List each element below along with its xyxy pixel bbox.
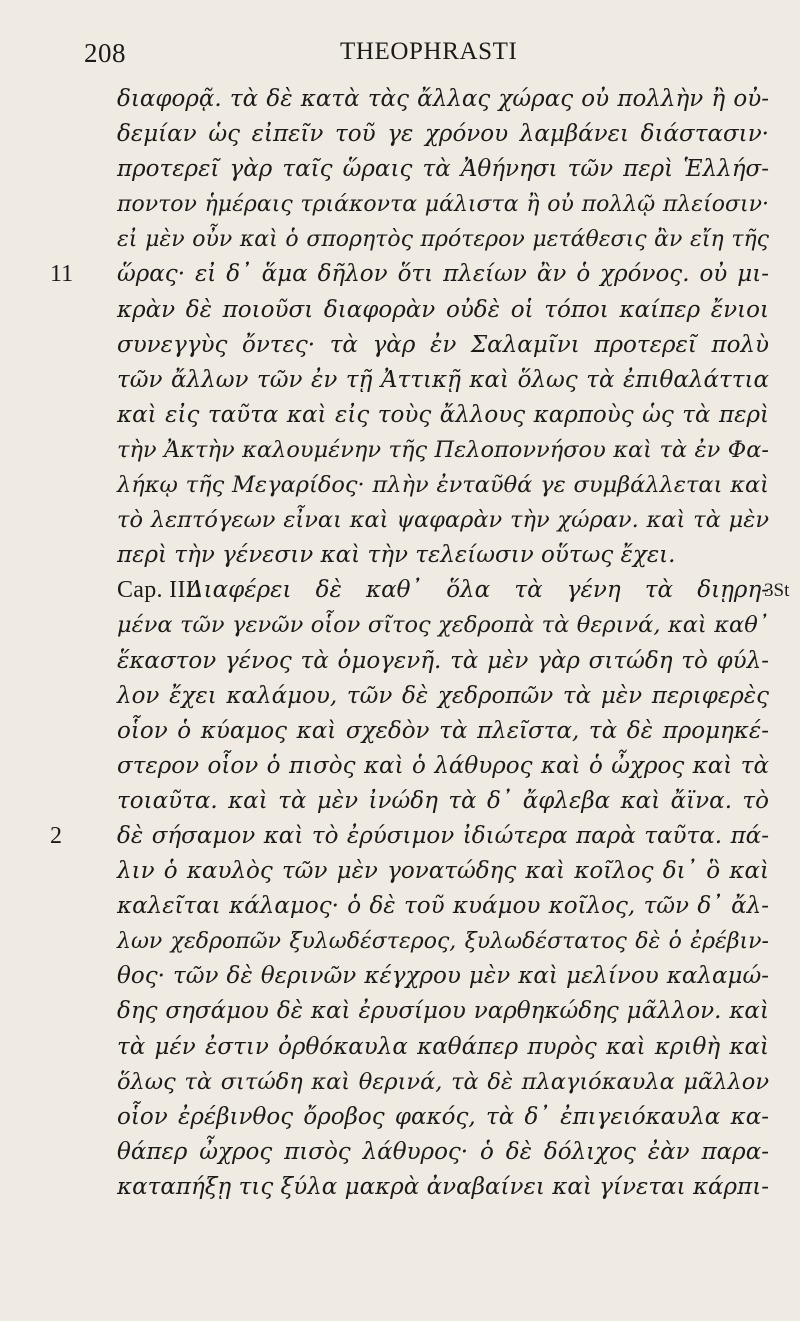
text-line: [0, 714, 800, 749]
line-text: λιν ὁ καυλὸς τῶν μὲν γονατώδης καὶ κοῖλος δι᾽ ὃ καὶ: [117, 858, 769, 885]
text-line: [0, 819, 800, 854]
line-text: προτερεῖ γὰρ ταῖς ὥραις τὰ Ἀθήνησι τῶν περὶ Ἑλλήσ-: [117, 156, 769, 183]
text-line: [0, 749, 800, 784]
chapter-heading: Cap. III.: [117, 577, 201, 604]
line-text: δεμίαν ὡς εἰπεῖν τοῦ γε χρόνου λαμβάνει διάστασιν·: [117, 121, 769, 148]
line-text: τοιαῦτα. καὶ τὰ μὲν ἰνώδη τὰ δ᾽ ἄφλεβα καὶ ἄϊνα. τὸ: [117, 787, 769, 814]
line-text: τὸ λεπτόγεων εἶναι καὶ ψαφαρὰν τὴν χώραν. καὶ τὰ μὲν: [117, 507, 769, 534]
text-line: [0, 959, 800, 994]
line-text: στερον οἷον ὁ πισὸς καὶ ὁ λάθυρος καὶ ὁ ὦχρος καὶ τὰ: [117, 752, 769, 779]
line-text: ποντον ἡμέραις τριάκοντα μάλιστα ἢ οὐ πολλῷ πλείοσιν·: [117, 192, 769, 218]
text-line: [0, 1135, 800, 1170]
text-line: [0, 187, 800, 222]
line-text: δὲ σήσαμον καὶ τὸ ἐρύσιμον ἰδιώτερα παρὰ ταῦτα. πά-: [117, 822, 769, 849]
text-line: [0, 398, 800, 433]
text-line: [0, 152, 800, 187]
text-line: [0, 433, 800, 468]
text-line: [0, 328, 800, 363]
line-text: μένα τῶν γενῶν οἷον σῖτος χεδροπὰ τὰ θερινά, καὶ καθ᾽: [117, 612, 769, 639]
line-text: κρὰν δὲ ποιοῦσι διαφορὰν οὐδὲ οἱ τόποι καίπερ ἔνιοι: [117, 296, 769, 323]
stephanus-reference: 3St: [764, 580, 790, 602]
text-line: [0, 1030, 800, 1065]
line-text: ἕκαστον γένος τὰ ὁμογενῆ. τὰ μὲν γὰρ σιτώδη τὸ φύλ-: [117, 647, 769, 674]
greek-text-block: [0, 82, 800, 1205]
text-line: [0, 994, 800, 1029]
text-line: [0, 82, 800, 117]
line-text: λων χεδροπῶν ξυλωδέστερος, ξυλωδέστατος δὲ ὁ ἐρέβιν-: [117, 929, 769, 955]
line-text: λον ἔχει καλάμου, τῶν δὲ χεδροπῶν τὰ μὲν περιφερὲς: [117, 682, 769, 709]
text-line: [0, 293, 800, 328]
line-text: καὶ εἰς ταῦτα καὶ εἰς τοὺς ἄλλους καρποὺς ὡς τὰ περὶ: [117, 401, 769, 428]
text-line: [0, 1100, 800, 1135]
text-line: [0, 257, 800, 292]
line-text: εἰ μὲν οὖν καὶ ὁ σπορητὸς πρότερον μετάθεσις ἂν εἴη τῆς: [117, 227, 769, 253]
text-line: [0, 222, 800, 257]
page-number: 208: [84, 38, 126, 68]
text-line: [0, 1065, 800, 1100]
text-line: [0, 573, 800, 608]
text-line: [0, 854, 800, 889]
line-text: Διαφέρει δὲ καθ᾽ ὅλα τὰ γένη τὰ διῃρη-: [187, 577, 769, 604]
line-text: θος· τῶν δὲ θερινῶν κέγχρου μὲν καὶ μελίνου καλαμώ-: [117, 963, 769, 990]
text-line: [0, 608, 800, 643]
text-line: [0, 468, 800, 503]
text-line: [0, 117, 800, 152]
section-number: 2: [50, 822, 62, 849]
text-line: [0, 644, 800, 679]
line-text: οἷον ὁ κύαμος καὶ σχεδὸν τὰ πλεῖστα, τὰ δὲ προμηκέ-: [117, 717, 769, 744]
line-text: λήκῳ τῆς Μεγαρίδος· πλὴν ἐνταῦθά γε συμβάλλεται καὶ: [117, 472, 769, 499]
page-header: [0, 30, 800, 70]
line-text: καταπήξῃ τις ξύλα μακρὰ ἀναβαίνει καὶ γίνεται κάρπι-: [117, 1173, 769, 1200]
text-line: [0, 1170, 800, 1205]
line-text: τὴν Ἀκτὴν καλουμένην τῆς Πελοποννήσου καὶ τὰ ἐν Φα-: [117, 436, 769, 463]
text-line: [0, 784, 800, 819]
line-text: οἷον ἐρέβινθος ὄροβος φακός, τὰ δ᾽ ἐπιγειόκαυλα κα-: [117, 1103, 769, 1130]
line-text: δης σησάμου δὲ καὶ ἐρυσίμου ναρθηκώδης μᾶλλον. καὶ: [117, 998, 769, 1025]
line-text: καλεῖται κάλαμος· ὁ δὲ τοῦ κυάμου κοῖλος, τῶν δ᾽ ἄλ-: [117, 893, 769, 920]
line-text: τῶν ἄλλων τῶν ἐν τῇ Ἀττικῇ καὶ ὅλως τὰ ἐπιθαλάττια: [117, 366, 769, 393]
text-line: [0, 503, 800, 538]
line-text: συνεγγὺς ὄντες· τὰ γὰρ ἐν Σαλαμῖνι προτερεῖ πολὺ: [117, 331, 769, 358]
text-line: [0, 538, 800, 573]
line-text: ὥρας· εἰ δ᾽ ἅμα δῆλον ὅτι πλείων ἂν ὁ χρόνος. οὐ μι-: [117, 261, 769, 288]
text-line: [0, 679, 800, 714]
text-line: [0, 924, 800, 959]
text-line: [0, 889, 800, 924]
line-text: περὶ τὴν γένεσιν καὶ τὴν τελείωσιν οὕτως ἔχει.: [117, 542, 676, 569]
line-text: τὰ μέν ἐστιν ὀρθόκαυλα καθάπερ πυρὸς καὶ κριθὴ καὶ: [117, 1033, 769, 1060]
section-number: 11: [50, 261, 74, 288]
line-text: θάπερ ὦχρος πισὸς λάθυρος· ὁ δὲ δόλιχος ἐὰν παρα-: [117, 1138, 769, 1165]
line-text: ὅλως τὰ σιτώδη καὶ θερινά, τὰ δὲ πλαγιόκαυλα μᾶλλον: [117, 1068, 769, 1095]
running-head: THEOPHRASTI: [340, 38, 518, 65]
text-line: [0, 363, 800, 398]
line-text: διαφορᾷ. τὰ δὲ κατὰ τὰς ἄλλας χώρας οὐ πολλὴν ἢ οὐ-: [117, 86, 769, 112]
